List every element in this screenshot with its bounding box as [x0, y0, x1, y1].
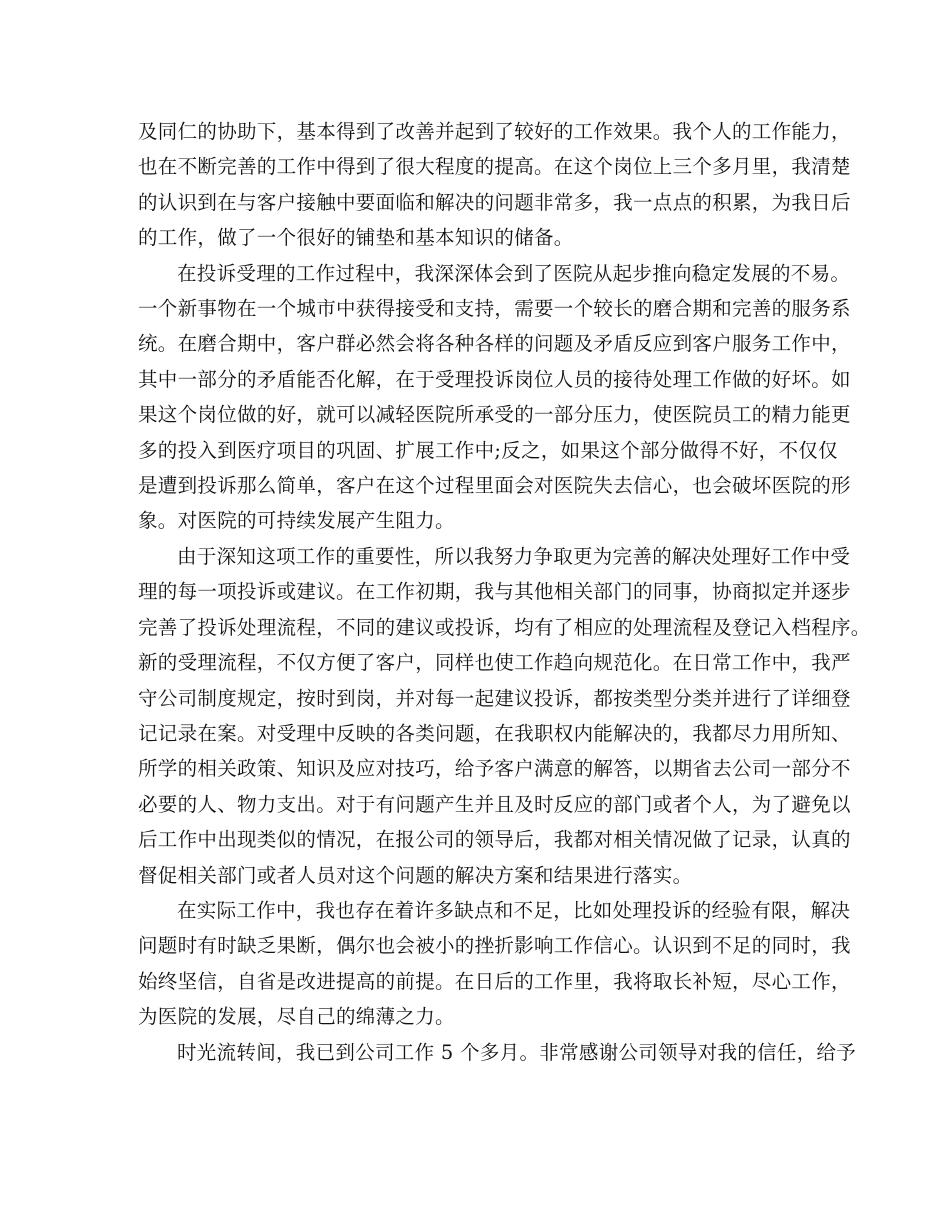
paragraph-line: 也在不断完善的工作中得到了很大程度的提高。在这个岗位上三个多月里，我清楚: [138, 155, 851, 179]
paragraph-line: 由于深知这项工作的重要性，所以我努力争取更为完善的解决处理好工作中受: [177, 544, 851, 568]
paragraph-line: 其中一部分的矛盾能否化解，在于受理投诉岗位人员的接待处理工作做的好坏。如: [138, 367, 851, 391]
paragraph-line: 一个新事物在一个城市中获得接受和支持，需要一个较长的磨合期和完善的服务系: [138, 297, 851, 321]
paragraph-line: 必要的人、物力支出。对于有问题产生并且及时反应的部门或者个人，为了避免以: [138, 792, 851, 816]
paragraph-5: [138, 1035, 857, 1070]
paragraph-line: 统。在磨合期中，客户群必然会将各种各样的问题及矛盾反应到客户服务工作中，: [138, 332, 851, 356]
paragraph-line: 果这个岗位做的好，就可以减轻医院所承受的一部分压力，使医院员工的精力能更: [138, 403, 851, 427]
paragraph-line: 及同仁的协助下，基本得到了改善并起到了较好的工作效果。我个人的工作能力，: [138, 120, 851, 143]
paragraph-line: 是遭到投诉那么简单，客户在这个过程里面会对医院失去信心，也会破坏医院的形: [138, 474, 851, 498]
paragraph-line: 后工作中出现类似的情况，在报公司的领导后，我都对相关情况做了记录，认真的: [138, 828, 851, 852]
document-body: [138, 114, 871, 1070]
paragraph-line: 记记录在案。对受理中反映的各类问题，在我职权内能解决的，我都尽力用所知、: [138, 721, 851, 745]
paragraph-4: [138, 893, 851, 1035]
paragraph-line: 守公司制度规定，按时到岗，并对每一起建议投诉，都按类型分类并进行了详细登: [138, 686, 851, 710]
paragraph-line: 完善了投诉处理流程，不同的建议或投诉，均有了相应的处理流程及登记入档程序。: [138, 615, 871, 639]
paragraph-line: 理的每一项投诉或建议。在工作初期，我与其他相关部门的同事，协商拟定并逐步: [138, 580, 851, 604]
paragraph-line: 始终坚信，自省是改进提高的前提。在日后的工作里，我将取长补短，尽心工作，: [138, 969, 851, 993]
paragraph-line: 新的受理流程，不仅方便了客户，同样也使工作趋向规范化。在日常工作中，我严: [138, 651, 851, 675]
paragraph-line: 在实际工作中，我也存在着许多缺点和不足，比如处理投诉的经验有限，解决: [177, 898, 851, 922]
paragraph-line: 督促相关部门或者人员对这个问题的解决方案和结果进行落实。: [138, 863, 693, 887]
paragraph-line: 的认识到在与客户接触中要面临和解决的问题非常多，我一点点的积累，为我日后: [138, 190, 851, 214]
paragraph-3: [138, 539, 871, 893]
paragraph-line: 的工作，做了一个很好的铺垫和基本知识的储备。: [138, 226, 574, 250]
paragraph-line: 象。对医院的可持续发展产生阻力。: [138, 509, 455, 533]
paragraph-1: [138, 114, 851, 256]
paragraph-line: 多的投入到医疗项目的巩固、扩展工作中;反之，如果这个部分做得不好，不仅仅: [138, 438, 838, 462]
paragraph-line: 问题时有时缺乏果断，偶尔也会被小的挫折影响工作信心。认识到不足的同时，我: [138, 934, 851, 958]
paragraph-line: 为医院的发展，尽自己的绵薄之力。: [138, 1005, 455, 1029]
paragraph-line: 所学的相关政策、知识及应对技巧，给予客户满意的解答，以期省去公司一部分不: [138, 757, 851, 781]
paragraph-line: 在投诉受理的工作过程中，我深深体会到了医院从起步推向稳定发展的不易。: [177, 261, 851, 285]
paragraph-2: [138, 256, 851, 539]
paragraph-line: 时光流转间，我已到公司工作 5 个多月。非常感谢公司领导对我的信任，给予: [177, 1040, 857, 1064]
